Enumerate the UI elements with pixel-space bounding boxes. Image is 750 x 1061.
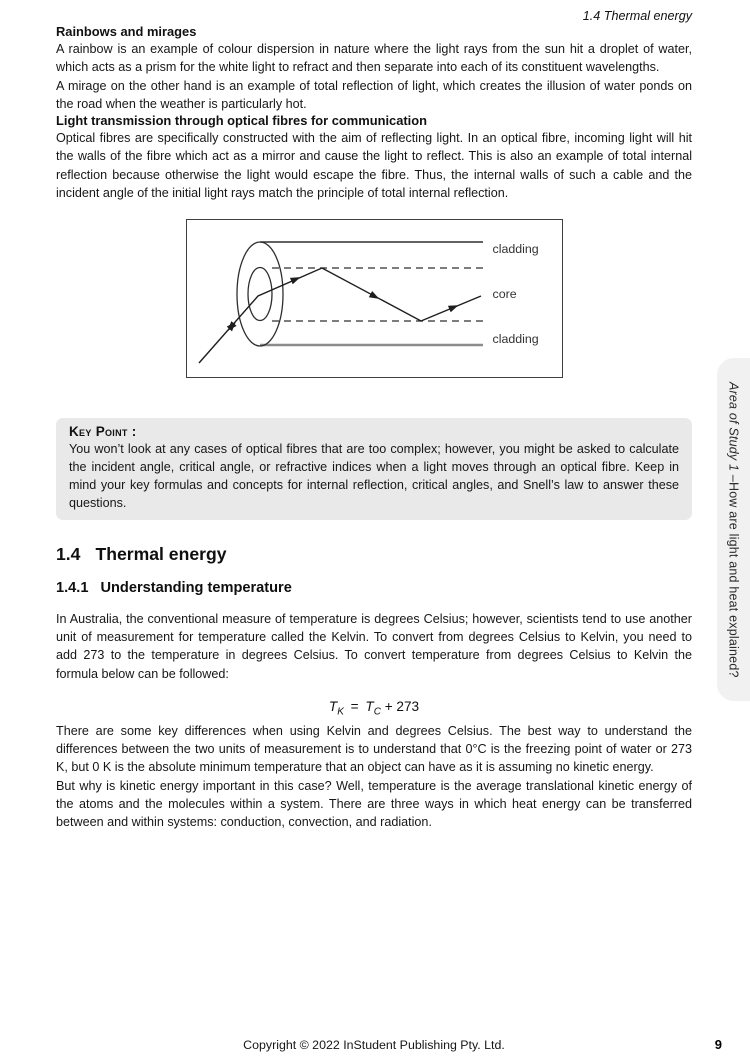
formula-equals-sign: = — [350, 699, 359, 715]
area-of-study-tab — [717, 358, 750, 701]
optical-fibre-diagram — [186, 219, 563, 378]
section-title: Thermal energy — [95, 544, 227, 564]
diagram-label-core: core — [492, 287, 517, 302]
temperature-paragraph-3: But why is kinetic energy important in this case? Well, temperature is the average translational kinetic energy of the atoms and the molecules within a system. There are three ways in which heat energy can be transferred between and within systems: conduction, convection, and radiation. — [56, 778, 692, 830]
formula-lhs-subscript: K — [337, 706, 344, 718]
ray-arrowhead-4 — [447, 302, 459, 312]
subsection-title: Understanding temperature — [100, 579, 292, 596]
rainbows-heading: Rainbows and mirages — [56, 24, 197, 39]
area-of-study-tab-regular-text: How are light and heat explained? — [726, 481, 741, 678]
fibres-paragraph-1: Optical fibres are specifically constructed with the aim of reflecting light. In an optical fibre, incoming light will hit the walls of the fibre which act as a mirror and cause the light to reflect. This is also an example of total internal reflection because otherwise the light would escape the fibre. Thus, the internal walls of such a cable and the incident angle of the initial light rays match the principle of total internal reflection. — [56, 131, 692, 201]
formula-constant: + 273 — [384, 699, 420, 715]
key-point-title: Key Point : — [69, 424, 137, 440]
ray-arrowhead-2 — [289, 274, 301, 284]
diagram-label-cladding-top: cladding — [492, 242, 539, 257]
key-point-box — [56, 418, 692, 520]
subsection-number: 1.4.1 — [56, 579, 89, 596]
fibre-end-inner-ellipse — [248, 268, 272, 321]
rainbows-paragraph-1: A rainbow is an example of colour dispersion in nature where the light rays from the sun hit a droplet of water, which acts as a prism for the white light to refract and then separate into each of its constituent wavelengths. — [56, 42, 692, 75]
rainbows-paragraph-2: A mirage on the other hand is an example of total reflection of light, which creates the illusion of water ponds on the road when the weather is particularly hot. — [56, 78, 692, 111]
section-number: 1.4 — [56, 544, 81, 564]
key-point-body: You won’t look at any cases of optical fibres that are too complex; however, you might be asked to calculate the incident angle, critical angle, or refractive indices when a light moves through an optical fibre. Keep in mind your key formulas and concepts for internal reflection, critical angles, and Snell’s law to answer these questions. — [69, 442, 679, 511]
ray-arrowhead-3 — [368, 291, 380, 302]
fibre-end-outer-ellipse — [237, 242, 283, 346]
page-number: 9 — [714, 1037, 722, 1052]
copyright-notice: Copyright © 2022 InStudent Publishing Pty. Ltd. — [243, 1038, 505, 1052]
kelvin-conversion-formula — [56, 698, 692, 722]
page-footer — [56, 1038, 692, 1052]
running-header: 1.4 Thermal energy — [582, 9, 692, 23]
subsection-heading — [56, 578, 692, 598]
light-ray-path — [199, 268, 481, 363]
temperature-paragraph-1: In Australia, the conventional measure of temperature is degrees Celsius; however, scientists tend to use another unit of measurement for temperature called the Kelvin. To convert from degrees Celsius to Kelvin, you need to add 273 to the temperature in degrees Celsius. To convert temperature from degrees Celsius to Kelvin the formula below can be followed: — [56, 611, 692, 681]
temperature-paragraph-2: There are some key differences when using Kelvin and degrees Celsius. The best way to understand the differences between the two units of measurement is to understand that 0°C is the freezing point of water or 273 K, but 0 K is the absolute minimum temperature that an object can have as it is assuming no kinetic energy. — [56, 723, 692, 775]
diagram-label-cladding-bottom: cladding — [492, 332, 539, 347]
formula-rhs-subscript: C — [373, 706, 381, 718]
fibres-heading: Light transmission through optical fibres for communication — [56, 113, 427, 129]
area-of-study-tab-italic-text: Area of Study 1 – — [726, 381, 741, 482]
formula-lhs-variable: T — [328, 699, 338, 715]
formula-rhs-variable: T — [365, 699, 374, 715]
section-heading — [56, 543, 692, 566]
